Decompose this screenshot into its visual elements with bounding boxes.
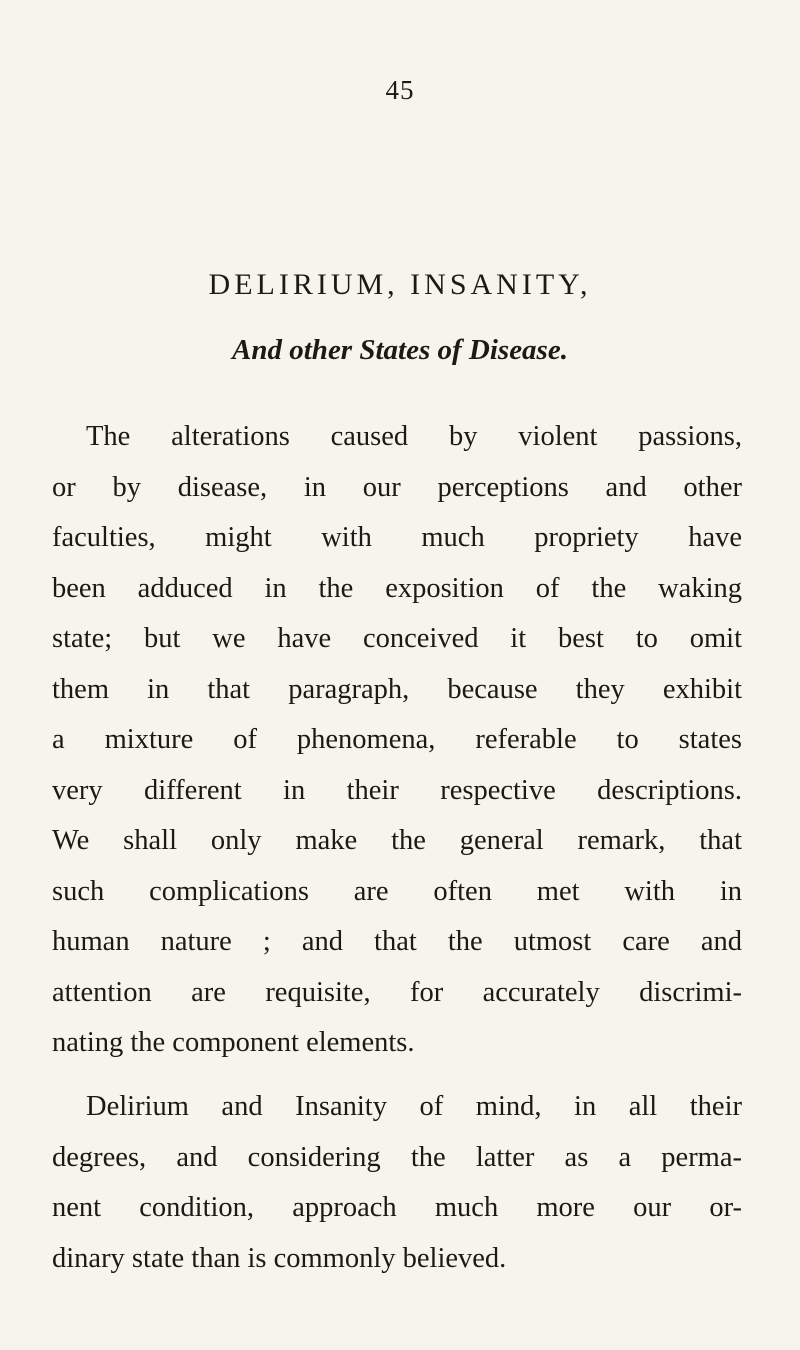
text-line: degrees, and considering the latter as a perma- (52, 1141, 742, 1173)
text-line: nating the component elements. (52, 1027, 415, 1058)
text-line: human nature ; and that the utmost care and (52, 926, 742, 957)
paragraph-1 (52, 412, 742, 1069)
text-line: Delirium and Insanity of mind, in all their (86, 1091, 742, 1122)
text-line: The alterations caused by violent passions, (86, 421, 742, 452)
text-line: attention are requisite, for accurately discrimi- (52, 976, 742, 1008)
text-line: state; but we have conceived it best to omit (52, 623, 742, 654)
text-line: We shall only make the general remark, that (52, 825, 742, 856)
text-line: faculties, might with much propriety have (52, 522, 742, 553)
text-line: a mixture of phenomena, referable to states (52, 724, 742, 755)
text-line: been adduced in the exposition of the waking (52, 572, 742, 604)
chapter-title: DELIRIUM, INSANITY, (208, 268, 592, 301)
text-line: nent condition, approach much more our or- (52, 1192, 742, 1223)
text-line: dinary state than is commonly believed. (52, 1242, 507, 1274)
page-number: 45 (385, 75, 415, 105)
text-line: them in that paragraph, because they exhibit (52, 673, 742, 705)
text-line: such complications are often met with in (52, 875, 742, 907)
text-line: very different in their respective descriptions. (52, 774, 742, 806)
text-line: or by disease, in our perceptions and other (52, 471, 742, 503)
chapter-subtitle: And other States of Disease. (232, 334, 568, 366)
paragraph-2 (52, 1082, 742, 1284)
